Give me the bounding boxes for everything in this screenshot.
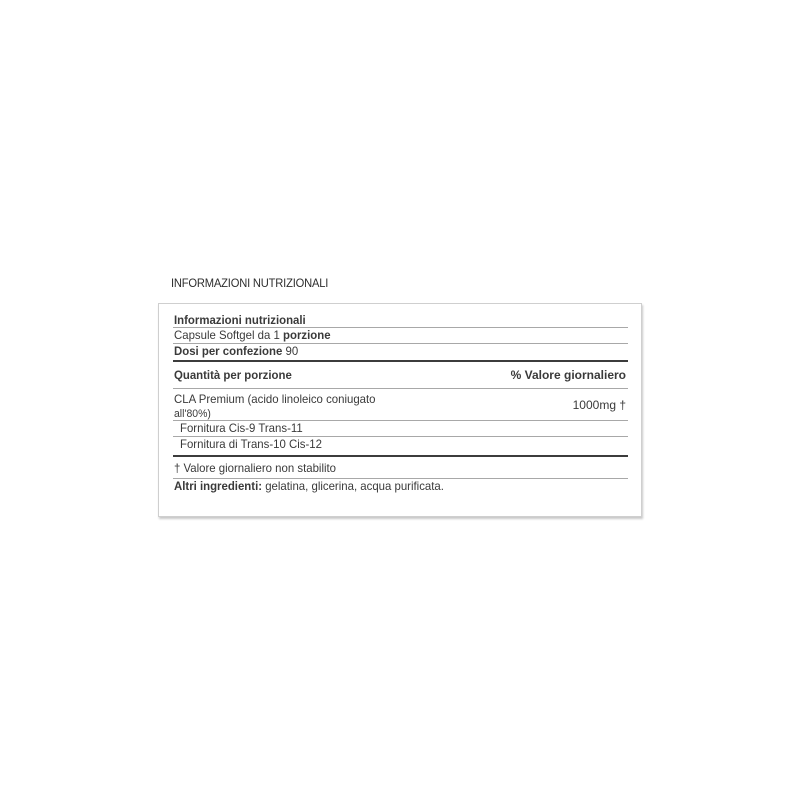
ingredient-name-line2: all'80%) — [174, 408, 211, 420]
ingredient-name — [174, 392, 404, 421]
table-header-row — [173, 362, 628, 388]
servings-per-container-row — [173, 344, 628, 360]
nutrition-facts-panel — [158, 303, 642, 517]
other-ingredients-row — [173, 479, 628, 494]
serving-size-number: 1 — [273, 328, 280, 342]
panel-title: Informazioni nutrizionali — [174, 313, 306, 327]
other-ingredients-value: gelatina, glicerina, acqua purificata. — [265, 479, 444, 493]
serving-size-label: Capsule Softgel da — [174, 328, 271, 342]
other-ingredients-label: Altri ingredienti: — [174, 479, 263, 493]
ingredient-amount: 1000mg † — [572, 398, 626, 412]
serving-size-row — [173, 328, 628, 343]
amount-per-serving-header: Quantità per porzione — [174, 368, 292, 382]
footnote: † Valore giornaliero non stabilito — [174, 461, 337, 475]
sub-item-row: Fornitura di Trans-10 Cis-12 — [180, 437, 322, 451]
daily-value-header: % Valore giornaliero — [510, 368, 626, 382]
serving-size-unit: porzione — [283, 328, 331, 342]
nutrition-facts-content — [173, 313, 628, 494]
servings-per-container-label: Dosi per confezione — [174, 344, 283, 358]
ingredient-row — [173, 389, 628, 420]
sub-item-row: Fornitura Cis-9 Trans-11 — [180, 421, 303, 435]
page-title: INFORMAZIONI NUTRIZIONALI — [171, 276, 329, 290]
ingredient-name-line1: CLA Premium (acido linoleico coniugato — [174, 392, 376, 406]
servings-per-container-value: 90 — [285, 344, 299, 358]
